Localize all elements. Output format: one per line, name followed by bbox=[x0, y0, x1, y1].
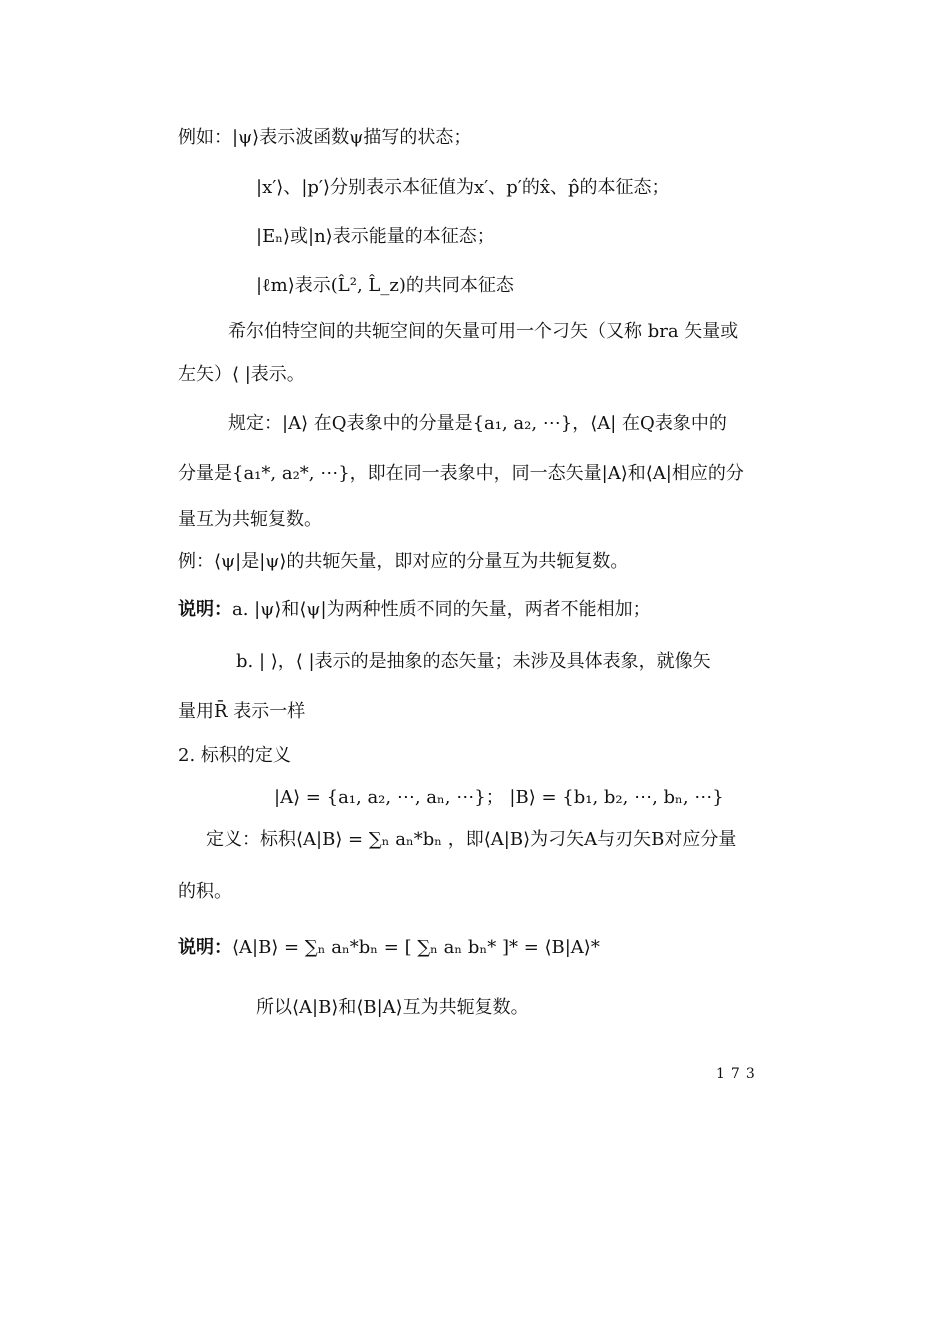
note-2-formula: ⟨A|B⟩ = ∑ₙ aₙ*bₙ = [ ∑ₙ aₙ bₙ* ]* = ⟨B|A⟩* bbox=[232, 937, 600, 958]
bra-line-1: 希尔伯特空间的共轭空间的矢量可用一个刁矢（又称 bra 矢量或 bbox=[228, 321, 739, 342]
note-2-conclusion: 所以⟨A|B⟩和⟨B|A⟩互为共轭复数。 bbox=[256, 997, 529, 1018]
page-number: 173 bbox=[716, 1066, 761, 1082]
note-1-b-line-2: 量用R̄ 表示一样 bbox=[178, 701, 306, 722]
example-eigen-x-p: |x′⟩、|p′⟩分别表示本征值为x′、p′的x̂、p̂的本征态； bbox=[256, 177, 670, 198]
rule-line-3: 量互为共轭复数。 bbox=[178, 509, 322, 530]
example-bra-ket: 例：⟨ψ|是|ψ⟩的共轭矢量，即对应的分量互为共轭复数。 bbox=[178, 551, 629, 572]
section-2-definition-line-2: 的积。 bbox=[178, 881, 232, 902]
rule-line-2: 分量是{a₁*, a₂*, ⋯}，即在同一表象中，同一态矢量|A⟩和⟨A|相应的分 bbox=[178, 463, 744, 484]
section-2-definition-line-1: 定义：标积⟨A|B⟩ = ∑ₙ aₙ*bₙ ，即⟨A|B⟩为刁矢A与刃矢B对应分量 bbox=[206, 829, 737, 850]
example-angular: |ℓm⟩表示(L̂², L̂_z)的共同本征态 bbox=[256, 275, 514, 296]
note-1-label: 说明： bbox=[178, 599, 232, 620]
example-intro: 例如：|ψ⟩表示波函数ψ描写的状态； bbox=[178, 127, 472, 148]
bra-line-2: 左矢）⟨ |表示。 bbox=[178, 364, 305, 385]
note-1 bbox=[178, 598, 651, 622]
section-2-heading: 2. 标积的定义 bbox=[178, 745, 291, 766]
example-energy: |Eₙ⟩或|n⟩表示能量的本征态； bbox=[256, 226, 495, 247]
note-1-a: a. |ψ⟩和⟨ψ|为两种性质不同的矢量，两者不能相加； bbox=[232, 599, 651, 620]
note-1-b-line-1: b. | ⟩，⟨ |表示的是抽象的态矢量；未涉及具体表象，就像矢 bbox=[236, 651, 711, 672]
note-2-label: 说明： bbox=[178, 937, 232, 958]
note-2 bbox=[178, 936, 600, 960]
rule-line-1: 规定：|A⟩ 在Q表象中的分量是{a₁, a₂, ⋯}，⟨A| 在Q表象中的 bbox=[228, 413, 727, 434]
section-2-vectors: |A⟩ = {a₁, a₂, ⋯, aₙ, ⋯}； |B⟩ = {b₁, b₂, ⋯, bₙ, ⋯} bbox=[274, 787, 724, 808]
